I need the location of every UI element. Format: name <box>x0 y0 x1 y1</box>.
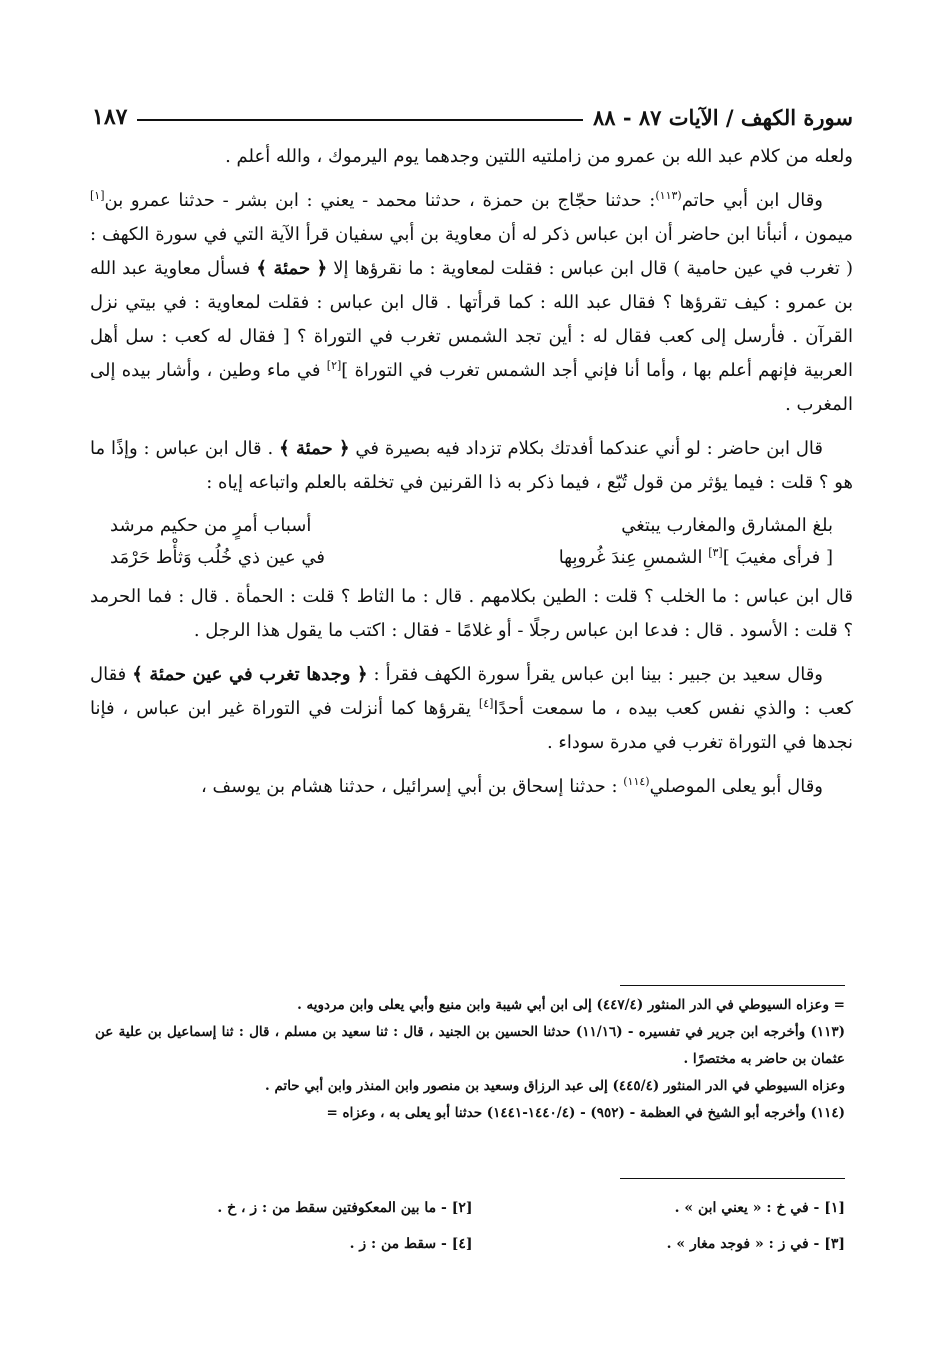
variant-notes-row-2 <box>100 1226 845 1262</box>
p3-text-a: قال ابن حاضر : لو أني عندكما أفدتك بكلام تزداد فيه بصيرة في <box>349 438 824 459</box>
main-text <box>90 140 853 814</box>
variant-note-1: [١] - في خ : « يعني ابن » . <box>674 1200 845 1216</box>
poem-line-1 <box>110 510 833 542</box>
footnote-rule <box>620 985 845 986</box>
page-number: ١٨٧ <box>92 104 128 130</box>
p5-text-c: يقرؤها كما أنزلت في التوراة غير ابن عباس ، فإنا نجدها في التوراة تغرب في مدرة سوداء . <box>90 698 853 753</box>
poem-line-2-part-a: [ فرأى مغيبَ ] <box>722 547 833 568</box>
note-ref-1: [١] <box>90 189 105 202</box>
variant-note-2: [٢] - ما بين المعكوفتين سقط من : ز ، خ . <box>217 1200 473 1216</box>
footnote-113-attribution: وعزاه السيوطي في الدر المنثور (٤٤٥/٤) إلى عبد الرزاق وسعيد بن منصور وابن المنذر وابن أبي حاتم . <box>265 1078 845 1094</box>
p6-text-b: : حدثنا إسحاق بن أبي إسرائيل ، حدثنا هشام بن يوسف ، <box>201 776 624 797</box>
footnote-continuation: = وعزاه السيوطي في الدر المنثور (٤٤٧/٤) إلى ابن أبي شيبة وابن منيع وأبي يعلى وابن مردويه . <box>297 997 845 1013</box>
footnote-ref-114: (١١٤) <box>623 775 650 788</box>
footnote-ref-113: (١١٣) <box>655 189 682 202</box>
poem-line-2-first-hemistich <box>559 542 833 574</box>
poem-line-2-second-hemistich: في عين ذي خُلُب وَثأْط حَرْمَد <box>110 547 325 568</box>
variant-note-4: [٤] - سقط من : ز . <box>349 1236 473 1252</box>
page-header <box>92 94 853 130</box>
paragraph-4 <box>90 580 853 648</box>
header-rule <box>137 119 583 121</box>
quran-quote-wajadaha: ﴿ وجدها تغرب في عين حمئة ﴾ <box>132 664 368 685</box>
poem-verses <box>110 510 833 574</box>
p5-text-a: وقال سعيد بن جبير : بينا ابن عباس يقرأ سورة الكهف فقرأ : <box>367 664 823 685</box>
paragraph-4-text: قال ابن عباس : ما الخلب ؟ قلت : الطين بكلامهم . قال : ما الثاط ؟ قلت : الحمأة . قال : فما الحرمد ؟ قلت : الأسود . قال : فدعا ابن عباس رجلًا - أو غلامًا - فقال : اكتب ما يقول هذا الرجل . <box>90 586 853 641</box>
quran-quote-hamia: ﴿ حمئة ﴾ <box>256 258 328 279</box>
poem-line-1-second-hemistich: أسباب أمرٍ من حكيم مرشد <box>110 515 312 536</box>
p5-text-b: فقال كعب : والذي نفس كعب بيده ، ما سمعت أحدًا <box>90 664 854 719</box>
paragraph-1-text: ولعله من كلام عبد الله بن عمرو من زاملتيه اللتين وجدهما يوم اليرموك ، والله أعلم . <box>225 146 853 167</box>
p2-text-e: في ماء وطين ، وأشار بيده إلى المغرب . <box>90 360 853 415</box>
p2-text-a: وقال ابن أبي حاتم <box>681 190 823 211</box>
note-ref-3: [٣] <box>708 546 723 559</box>
p6-text-a: وقال أبو يعلى الموصلي <box>649 776 823 797</box>
p2-text-c: ميمون ، أنبأنا ابن حاضر أن ابن عباس ذكر له أن معاوية بن أبي سفيان قرأ الآية التي في سورة الكهف : ( تغرب في عين حامية ) قال ابن عباس : فقلت لمعاوية : ما نقرؤها إلا <box>90 224 853 279</box>
variant-notes <box>100 1190 845 1262</box>
quran-quote-hamia-2: ﴿ حمئة ﴾ <box>279 438 350 459</box>
variant-notes-rule <box>620 1178 845 1179</box>
p2-text-d: فسأل معاوية عبد الله بن عمرو : كيف تقرؤها ؟ فقال عبد الله : كما قرأتها . قال ابن عباس : فقلت لمعاوية : في بيتي نزل القرآن . فأرسل إلى كعب فقال له : أين تجد الشمس تغرب في التوراة ؟ [ فقال له كعب : سل أهل العربية فإنهم أعلم بها ، وأما أنا فإني أجد الشمس تغرب في التوراة ] <box>90 258 853 381</box>
paragraph-2 <box>90 184 853 422</box>
poem-line-1-first-hemistich: بلغ المشارق والمغارب يبتغي <box>621 515 833 536</box>
paragraph-5 <box>90 658 853 760</box>
footnote-114: (١١٤) وأخرجه أبو الشيخ في العظمة - (٩٥٢) - (١٤٤٠/٤-١٤٤١) حدثنا أبو يعلى به ، وعزاه = <box>326 1105 845 1121</box>
paragraph-6 <box>90 770 853 804</box>
note-ref-2: [٢] <box>326 359 342 372</box>
note-ref-4: [٤] <box>478 697 494 710</box>
paragraph-3 <box>90 432 853 500</box>
paragraph-1 <box>90 140 853 174</box>
footnotes <box>95 992 845 1127</box>
variant-note-3: [٣] - في ز : « فوجد مغار » . <box>666 1236 845 1252</box>
footnote-113: (١١٣) وأخرجه ابن جرير في تفسيره - (١١/١٦) حدثنا الحسين بن الجنيد ، قال : ثنا سعيد بن مسلم ، قال : ثنا إسماعيل بن علية عن عثمان بن حاضر به مختصرًا . <box>95 1024 846 1067</box>
running-title: سورة الكهف / الآيات ٨٧ - ٨٨ <box>592 105 853 130</box>
variant-notes-row-1 <box>100 1190 845 1226</box>
poem-line-2 <box>110 542 833 574</box>
poem-line-2-part-b: الشمسِ عِندَ غُروبِها <box>558 547 709 568</box>
p2-text-b: : حدثنا حجّاج بن حمزة ، حدثنا محمد - يعني : ابن بشر - حدثنا عمرو بن <box>104 190 656 211</box>
p3-text-b: . قال ابن عباس : وإذًا ما هو ؟ قلت : فيما يؤثر من قول تُبّع ، فيما ذكر به ذا القرنين في تخلقه بالعلم واتباعه إياه : <box>90 438 853 493</box>
